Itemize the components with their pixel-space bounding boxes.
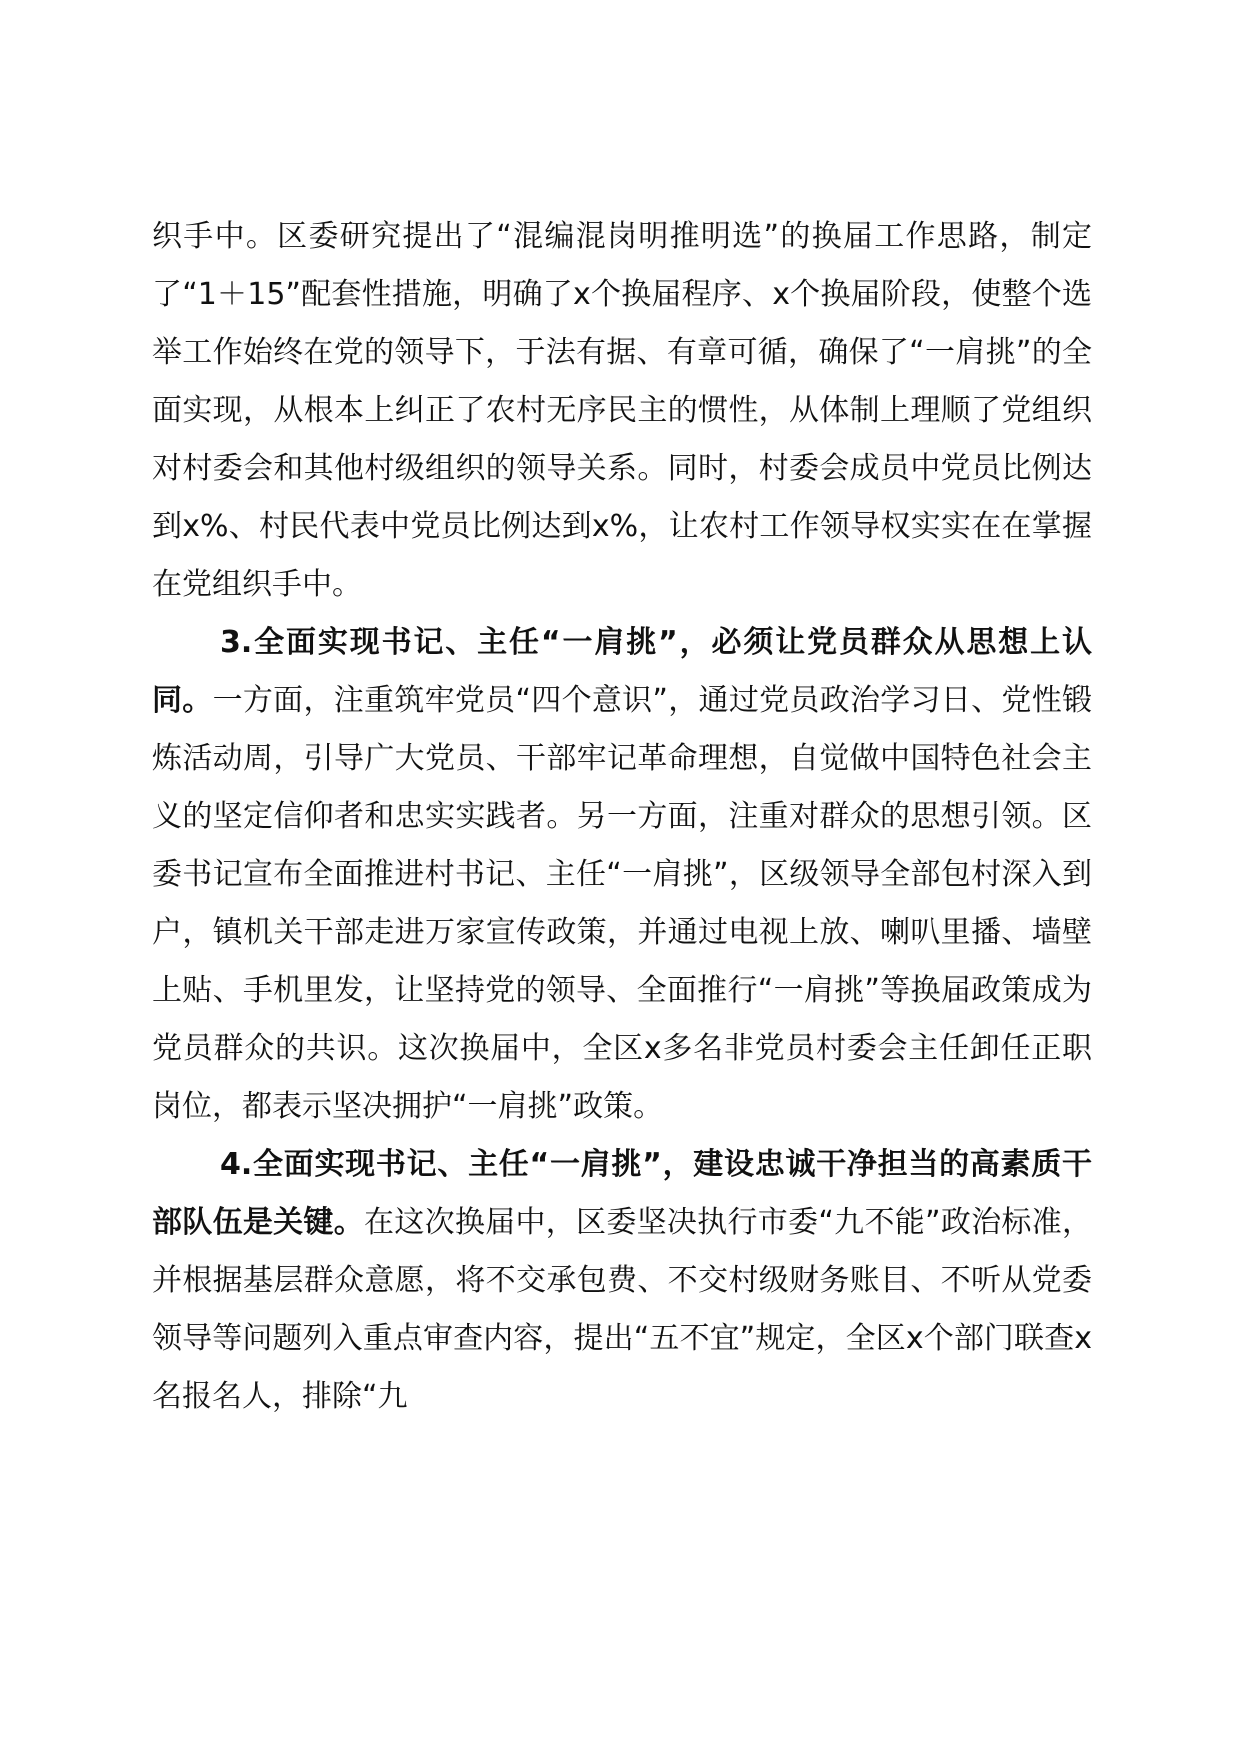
paragraph-section-4 xyxy=(152,1136,1092,1426)
paragraph-text: 在这次换届中，区委坚决执行市委“九不能”政治标准，并根据基层群众意愿，将不交承包费、不交村级财务账目、不听从党委领导等问题列入重点审查内容，提出“五不宜”规定，全区x个部门联查x名报名人，排除“九 xyxy=(152,1205,1092,1414)
paragraph-text: 织手中。区委研究提出了“混编混岗明推明选”的换届工作思路，制定了“1＋15”配套性措施，明确了x个换届程序、x个换届阶段，使整个选举工作始终在党的领导下，于法有据、有章可循，确保了“一肩挑”的全面实现，从根本上纠正了农村无序民主的惯性，从体制上理顺了党组织对村委会和其他村级组织的领导关系。同时，村委会成员中党员比例达到x%、村民代表中党员比例达到x%，让农村工作领导权实实在在掌握在党组织手中。 xyxy=(152,219,1092,602)
paragraph-continuation xyxy=(152,208,1092,614)
paragraph-section-3 xyxy=(152,614,1092,1136)
section-4-heading: 4.全面实现书记、主任“一肩挑”，建设忠诚干净担当的高素质干部队伍是关键。 xyxy=(152,1147,1092,1240)
paragraph-text: 一方面，注重筑牢党员“四个意识”，通过党员政治学习日、党性锻炼活动周，引导广大党员、干部牢记革命理想，自觉做中国特色社会主义的坚定信仰者和忠实实践者。另一方面，注重对群众的思想引领。区委书记宣布全面推进村书记、主任“一肩挑”，区级领导全部包村深入到户，镇机关干部走进万家宣传政策，并通过电视上放、喇叭里播、墙壁上贴、手机里发，让坚持党的领导、全面推行“一肩挑”等换届政策成为党员群众的共识。这次换届中，全区x多名非党员村委会主任卸任正职岗位，都表示坚决拥护“一肩挑”政策。 xyxy=(152,683,1092,1124)
document-body xyxy=(152,208,1092,1426)
section-3-heading: 3.全面实现书记、主任“一肩挑”，必须让党员群众从思想上认同。 xyxy=(152,625,1092,718)
